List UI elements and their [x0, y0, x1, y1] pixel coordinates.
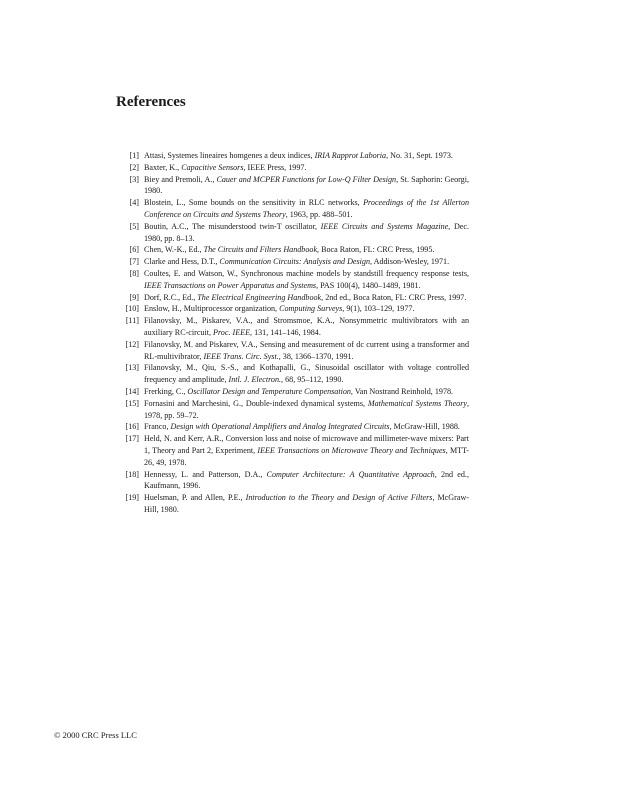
reference-italic-title: Proc. IEEE	[213, 327, 251, 337]
reference-number: [1]	[129, 151, 139, 160]
reference-item	[116, 256, 469, 268]
reference-item	[116, 174, 469, 198]
reference-details-text: , MTT-26, 49, 1978.	[144, 445, 470, 467]
reference-italic-title: IEEE Circuits and Systems Magazine	[320, 221, 449, 231]
reference-authors-text: Fornasini and Marchesini, G., Double-indexed dynamical systems,	[144, 398, 368, 408]
reference-authors-text: Held, N. and Kerr, A.R., Conversion loss and noise of microwave and millimeter-wave mixers: Part 1, Theory and Part 2, Experiment,	[144, 434, 469, 455]
reference-item	[116, 162, 469, 174]
reference-details-text: , McGraw-Hill, 1980.	[144, 493, 469, 514]
reference-authors-text: Hennessy, L. and Patterson, D.A.,	[144, 469, 267, 479]
reference-number: [12]	[125, 339, 139, 349]
reference-details-text: , 1978, pp. 59–72.	[144, 398, 470, 420]
reference-item	[116, 197, 469, 221]
reference-number: [8]	[129, 268, 139, 278]
reference-details-text: , 1963, pp. 488–501.	[285, 209, 353, 219]
reference-authors-text: Coultes, E. and Watson, W., Synchronous machine models by standstill frequency response tests,	[144, 268, 469, 278]
reference-item	[116, 386, 469, 398]
reference-item	[116, 339, 469, 363]
reference-details-text: , Van Nostrand Reinhold, 1978.	[350, 386, 454, 396]
reference-italic-title: IRIA Rapprot Laboria	[314, 151, 387, 160]
reference-number: [5]	[129, 221, 139, 231]
reference-number: [2]	[129, 162, 139, 172]
reference-item	[116, 268, 469, 292]
reference-details-text: , Addison-Wesley, 1971.	[370, 257, 450, 267]
reference-item	[116, 362, 469, 386]
reference-italic-title: IEEE Transactions on Power Apparatus and Systems	[144, 280, 317, 290]
reference-authors-text: Filanovsky, M., Piskarev, V.A., and Stromsmoe, K.A., Nonsymmetric multivibrators with an auxiliary RC-circuit,	[144, 316, 469, 337]
reference-authors-text: Huelsman, P. and Allen, P.E.,	[144, 493, 246, 503]
reference-authors-text: Franco,	[144, 422, 171, 432]
reference-italic-title: The Electrical Engineering Handbook	[197, 292, 322, 302]
reference-details-text: , McGraw-Hill, 1988.	[389, 422, 460, 432]
reference-details-text: , 68, 95–112, 1990.	[281, 375, 344, 385]
reference-authors-text: Attasi, Systemes lineaires homgenes a deux indices,	[144, 151, 315, 160]
reference-item	[116, 292, 469, 304]
reference-authors-text: Frerking, C.,	[144, 386, 188, 396]
reference-number: [13]	[125, 363, 139, 373]
reference-authors-text: Blostein, L., Some bounds on the sensitivity in RLC networks,	[144, 198, 364, 208]
reference-item	[116, 492, 469, 516]
reference-details-text: , 131, 141–146, 1984.	[250, 327, 321, 337]
reference-details-text: , Dec. 1980, pp. 8–13.	[144, 221, 469, 243]
reference-details-text: , 2nd ed., Kaufmann, 1996.	[144, 469, 469, 491]
reference-italic-title: Oscillator Design and Temperature Compensation	[187, 386, 351, 396]
reference-item	[116, 421, 469, 433]
reference-item	[116, 150, 469, 162]
reference-italic-title: Proceedings of the 1st Allerton Conference on Circuits and Systems Theory	[144, 198, 469, 219]
reference-item	[116, 303, 469, 315]
reference-authors-text: Dorf, R.C., Ed.,	[144, 292, 198, 302]
reference-item	[116, 244, 469, 256]
reference-number: [15]	[125, 398, 139, 408]
reference-list	[116, 150, 469, 516]
reference-italic-title: Communication Circuits: Analysis and Design	[219, 257, 371, 267]
reference-italic-title: Cauer and MCPER Functions for Low-Q Filter Design	[216, 174, 397, 184]
reference-number: [4]	[129, 198, 139, 208]
reference-italic-title: IEEE Transactions on Microwave Theory and Techniques	[257, 445, 446, 455]
reference-italic-title: Introduction to the Theory and Design of Active Filters	[245, 493, 433, 503]
reference-item	[116, 315, 469, 339]
reference-italic-title: Design with Operational Amplifiers and Analog Integrated Circuits	[170, 422, 390, 432]
reference-number: [9]	[129, 292, 139, 302]
reference-details-text: , St. Saphorin: Georgi, 1980.	[144, 174, 469, 196]
reference-italic-title: Mathematical Systems Theory	[367, 398, 467, 408]
reference-details-text: , PAS 100(4), 1480–1489, 1981.	[316, 280, 421, 290]
reference-authors-text: Enslow, H., Multiprocessor organization,	[144, 304, 280, 314]
reference-item	[116, 469, 469, 493]
reference-italic-title: IEEE Trans. Circ. Syst.	[203, 351, 279, 361]
reference-authors-text: Boutin, A.C., The misunderstood twin-T oscillator,	[144, 221, 321, 231]
reference-italic-title: Intl. J. Electron.	[228, 375, 282, 385]
reference-number: [16]	[125, 422, 139, 432]
reference-details-text: , 38, 1366–1370, 1991.	[278, 351, 354, 361]
reference-item	[116, 433, 469, 468]
reference-details-text: , Boca Raton, FL: CRC Press, 1995.	[317, 245, 435, 255]
reference-number: [17]	[125, 434, 139, 444]
reference-italic-title: Capacitive Sensors	[181, 162, 244, 172]
reference-details-text: , IEEE Press, 1997.	[243, 162, 307, 172]
reference-authors-text: Clarke and Hess, D.T.,	[144, 257, 220, 267]
reference-item	[116, 398, 469, 422]
reference-italic-title: Computing Surveys	[279, 304, 343, 314]
reference-authors-text: Chen, W.-K., Ed.,	[144, 245, 204, 255]
reference-authors-text: Filanovsky, M., Qiu, S.-S., and Kothapalli, G., Sinusoidal oscillator with voltage controlled frequency and amplitude,	[144, 363, 469, 385]
reference-number: [18]	[125, 469, 139, 479]
copyright-footer: © 2000 CRC Press LLC	[54, 730, 137, 740]
reference-number: [11]	[125, 316, 139, 326]
reference-number: [14]	[125, 386, 139, 396]
reference-number: [10]	[125, 304, 139, 314]
reference-number: [6]	[129, 245, 139, 255]
reference-italic-title: Computer Architecture: A Quantitative Approach	[266, 469, 435, 479]
reference-number: [7]	[129, 257, 139, 267]
reference-italic-title: The Circuits and Filters Handbook	[203, 245, 318, 255]
reference-item	[116, 221, 469, 245]
reference-details-text: , No. 31, Sept. 1973.	[386, 151, 453, 160]
reference-number: [19]	[125, 493, 139, 503]
reference-details-text: , 9(1), 103–129, 1977.	[342, 304, 415, 314]
reference-authors-text: Biey and Premoli, A.,	[144, 174, 217, 184]
reference-authors-text: Filanovsky, M. and Piskarev, V.A., Sensing and measurement of dc current using a transformer and RL-multivibrator,	[144, 339, 469, 361]
reference-authors-text: Baxter, K.,	[144, 162, 182, 172]
references-heading: References	[116, 94, 186, 110]
reference-number: [3]	[129, 174, 139, 184]
reference-details-text: , 2nd ed., Boca Raton, FL: CRC Press, 1997.	[321, 292, 467, 302]
